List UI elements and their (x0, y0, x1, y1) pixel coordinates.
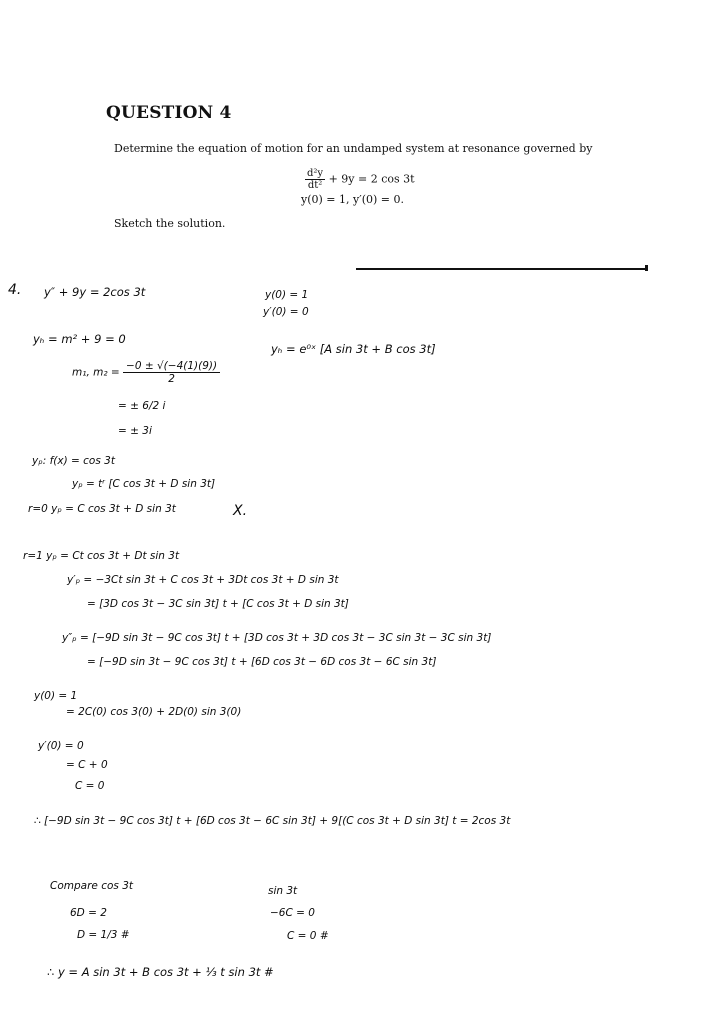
question-prompt: Determine the equation of motion for an undamped system at resonance governed by (114, 142, 593, 155)
solution-ic2: y′(0) = 0 (263, 306, 309, 318)
yp-second-derivative-simplified: = [−9D sin 3t − 9C cos 3t] t + [6D cos 3t − 6D cos 3t − 6C sin 3t] (87, 656, 437, 668)
compare-sin-heading: sin 3t (268, 885, 298, 897)
c-result: C = 0 # (287, 930, 329, 942)
divider-end-mark (645, 265, 648, 271)
roots-numerator: −0 ± √(−4(1)(9)) (123, 360, 220, 373)
yp-first-derivative-grouped: = [3D cos 3t − 3C sin 3t] t + [C cos 3t + D sin 3t] (87, 598, 349, 610)
yp0-evaluation: = C + 0 (66, 759, 108, 771)
solution-ic1: y(0) = 1 (265, 289, 309, 301)
yp-first-derivative: y′ₚ = −3Ct sin 3t + C cos 3t + 3Dt cos 3t + D sin 3t (67, 574, 339, 586)
roots-step3: = ± 3i (118, 425, 152, 437)
roots-step2: = ± 6/2 i (118, 400, 166, 412)
d-value: D = 1/3 # (77, 929, 130, 941)
char-equation: yₕ = m² + 9 = 0 (33, 332, 126, 346)
y0-evaluation: = 2C(0) cos 3(0) + 2D(0) sin 3(0) (66, 706, 242, 718)
substitution-line: ∴ [−9D sin 3t − 9C cos 3t] t + [6D cos 3t − 6C sin 3t] + 9[(C cos 3t + D sin 3t] t = 2cos 3t (34, 815, 511, 827)
roots-label: m₁, m₂ = (72, 366, 120, 379)
sketch-instruction: Sketch the solution. (114, 217, 226, 230)
solution-number: 4. (8, 282, 22, 298)
derivative-fraction (305, 168, 325, 191)
governing-equation (305, 168, 415, 191)
question-title: QUESTION 4 (106, 103, 232, 123)
yp-form: yₚ: f(x) = cos 3t (32, 455, 115, 467)
cos-equation: 6D = 2 (70, 907, 107, 919)
derivative-denominator: dt² (307, 180, 323, 191)
yp-second-derivative: y″ₚ = [−9D sin 3t − 9C cos 3t] t + [3D cos 3t + 3D cos 3t − 3C sin 3t − 3C sin 3t] (62, 632, 492, 644)
solution-ode: y″ + 9y = 2cos 3t (44, 285, 146, 299)
y0-condition: y(0) = 1 (34, 690, 78, 702)
r1-line: r=1 yₚ = Ct cos 3t + Dt sin 3t (23, 550, 180, 562)
roots-denominator: 2 (168, 373, 175, 385)
compare-cos-heading: Compare cos 3t (50, 880, 134, 892)
r0-reject-mark: X. (233, 503, 248, 519)
roots-fraction (123, 360, 220, 385)
initial-conditions: y(0) = 1, y′(0) = 0. (301, 193, 404, 206)
yh-general: yₕ = e⁰ˣ [A sin 3t + B cos 3t] (271, 342, 436, 356)
sin-equation: −6C = 0 (270, 907, 315, 919)
final-solution: ∴ y = A sin 3t + B cos 3t + ⅓ t sin 3t # (47, 965, 274, 979)
derivative-numerator: d²y (307, 168, 324, 179)
roots-formula (72, 360, 220, 385)
equation-rest: + 9y = 2 cos 3t (328, 172, 415, 186)
yp-guess: yₚ = tʳ [C cos 3t + D sin 3t] (72, 478, 216, 490)
r0-line: r=0 yₚ = C cos 3t + D sin 3t (28, 503, 176, 515)
c-value: C = 0 (75, 780, 105, 792)
yp0-condition: y′(0) = 0 (38, 740, 84, 752)
divider-line (356, 268, 648, 270)
